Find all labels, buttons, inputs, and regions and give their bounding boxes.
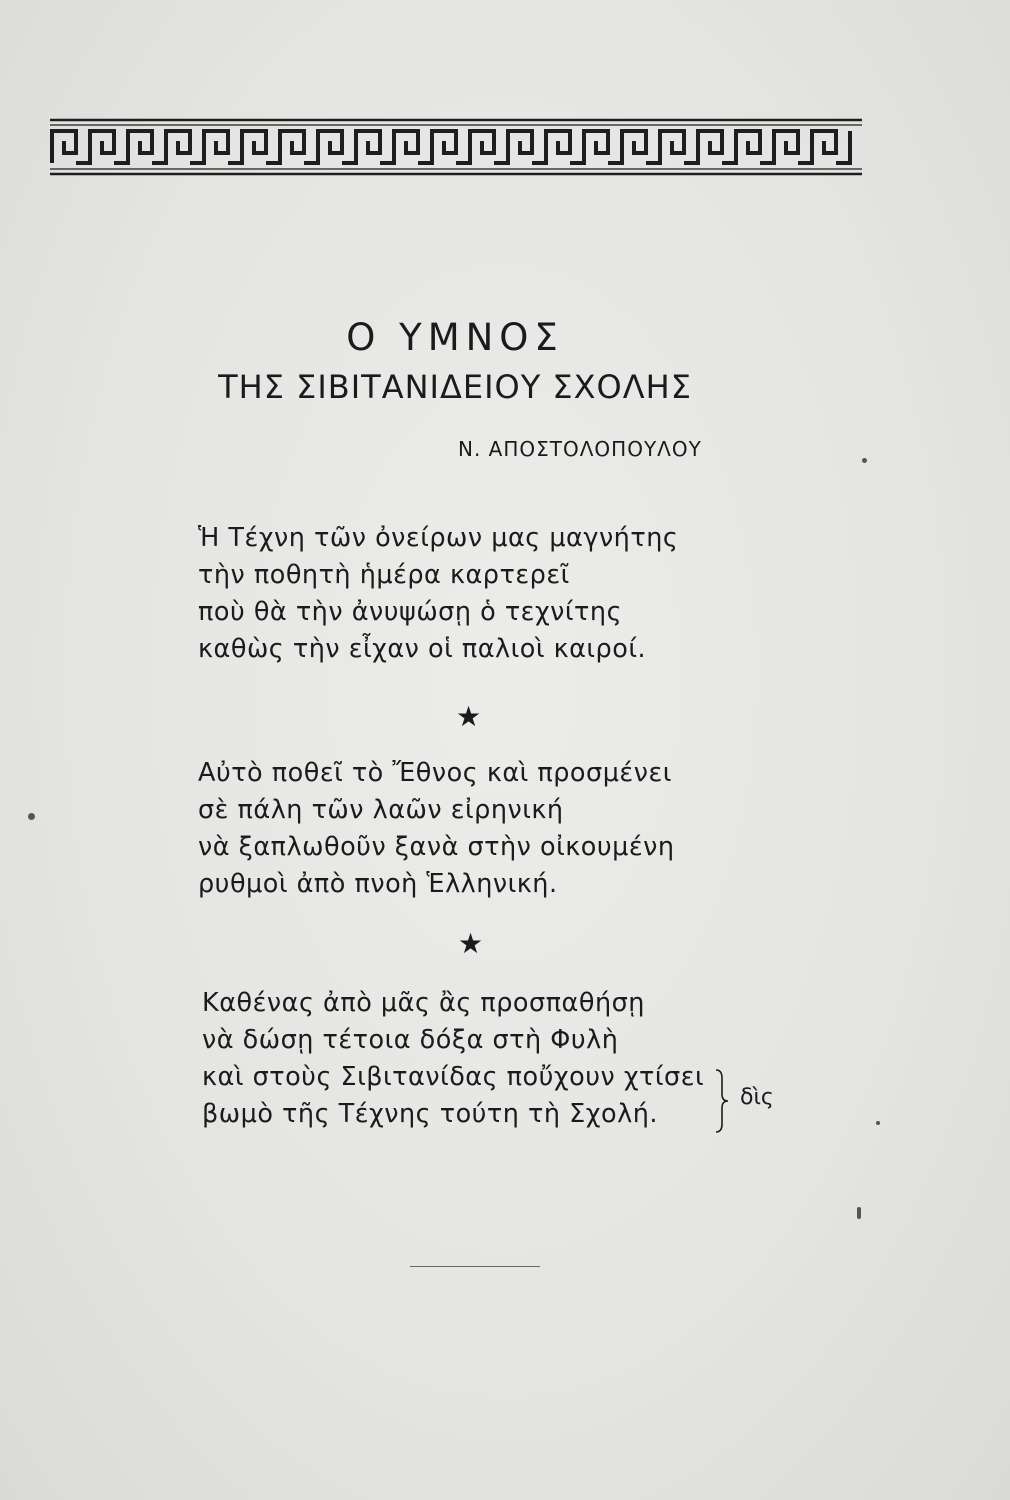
- meander-unit: [546, 131, 584, 163]
- end-rule: [410, 1266, 540, 1267]
- repeat-mark: δὶς: [740, 1085, 774, 1110]
- meander-unit: [204, 131, 242, 163]
- verse-line: καὶ στοὺς Σιβιτανίδας ποὔχουν χτίσει: [202, 1062, 705, 1092]
- meander-unit: [242, 131, 280, 163]
- verse-line: νὰ δώσῃ τέτοια δόξα στὴ Φυλὴ: [202, 1025, 619, 1055]
- meander-unit: [508, 131, 546, 163]
- star-separator: ★: [458, 927, 484, 960]
- stanza-3: [202, 985, 704, 1133]
- poem-subtitle: ΤΗΣ ΣΙΒΙΤΑΝΙΔΕΙΟΥ ΣΧΟΛΗΣ: [218, 368, 692, 406]
- meander-unit: [318, 131, 356, 163]
- meander-unit: [736, 131, 774, 163]
- verse-line: νὰ ξαπλωθοῦν ξανὰ στὴν οἰκουμένη: [198, 832, 675, 862]
- stanza-2: [198, 755, 675, 903]
- verse-line: ποὺ θὰ τὴν ἀνυψώσῃ ὁ τεχνίτης: [198, 597, 623, 627]
- repeat-brace: [712, 1068, 732, 1134]
- meander-unit: [812, 131, 850, 163]
- meander-unit: [584, 131, 622, 163]
- paper-speck: [862, 458, 867, 463]
- verse-line: καθὼς τὴν εἶχαν οἱ παλιοὶ καιροί.: [198, 634, 647, 664]
- author-name: Ν. ΑΠΟΣΤΟΛΟΠΟΥΛΟΥ: [458, 437, 702, 461]
- verse-line: ρυθμοὶ ἀπὸ πνοὴ Ἑλληνική.: [198, 869, 558, 899]
- meander-unit: [90, 131, 128, 163]
- meander-unit: [774, 131, 812, 163]
- verse-line: σὲ πάλη τῶν λαῶν εἰρηνική: [198, 795, 564, 825]
- meander-unit: [394, 131, 432, 163]
- verse-line: βωμὸ τῆς Τέχνης τούτη τὴ Σχολή.: [202, 1099, 658, 1129]
- meander-unit: [698, 131, 736, 163]
- meander-unit: [280, 131, 318, 163]
- verse-line: Καθένας ἀπὸ μᾶς ἂς προσπαθήσῃ: [202, 988, 645, 1018]
- paper-speck: [876, 1121, 880, 1125]
- meander-unit: [128, 131, 166, 163]
- meander-unit: [660, 131, 698, 163]
- meander-unit: [622, 131, 660, 163]
- greek-key-border: [50, 112, 862, 182]
- meander-unit: [470, 131, 508, 163]
- meander-unit: [52, 131, 90, 163]
- paper-speck: [857, 1207, 861, 1219]
- verse-line: Αὐτὸ ποθεῖ τὸ Ἔθνος καὶ προσμένει: [198, 758, 672, 788]
- stanza-1: [198, 520, 678, 668]
- verse-line: τὴν ποθητὴ ἡμέρα καρτερεῖ: [198, 560, 570, 590]
- poem-title: Ο ΥΜΝΟΣ: [346, 316, 564, 359]
- meander-unit: [166, 131, 204, 163]
- verse-line: Ἡ Τέχνη τῶν ὀνείρων μας μαγνήτης: [198, 523, 679, 553]
- paper-speck: [28, 813, 35, 820]
- meander-unit: [432, 131, 470, 163]
- star-separator: ★: [456, 700, 482, 733]
- meander-unit: [356, 131, 394, 163]
